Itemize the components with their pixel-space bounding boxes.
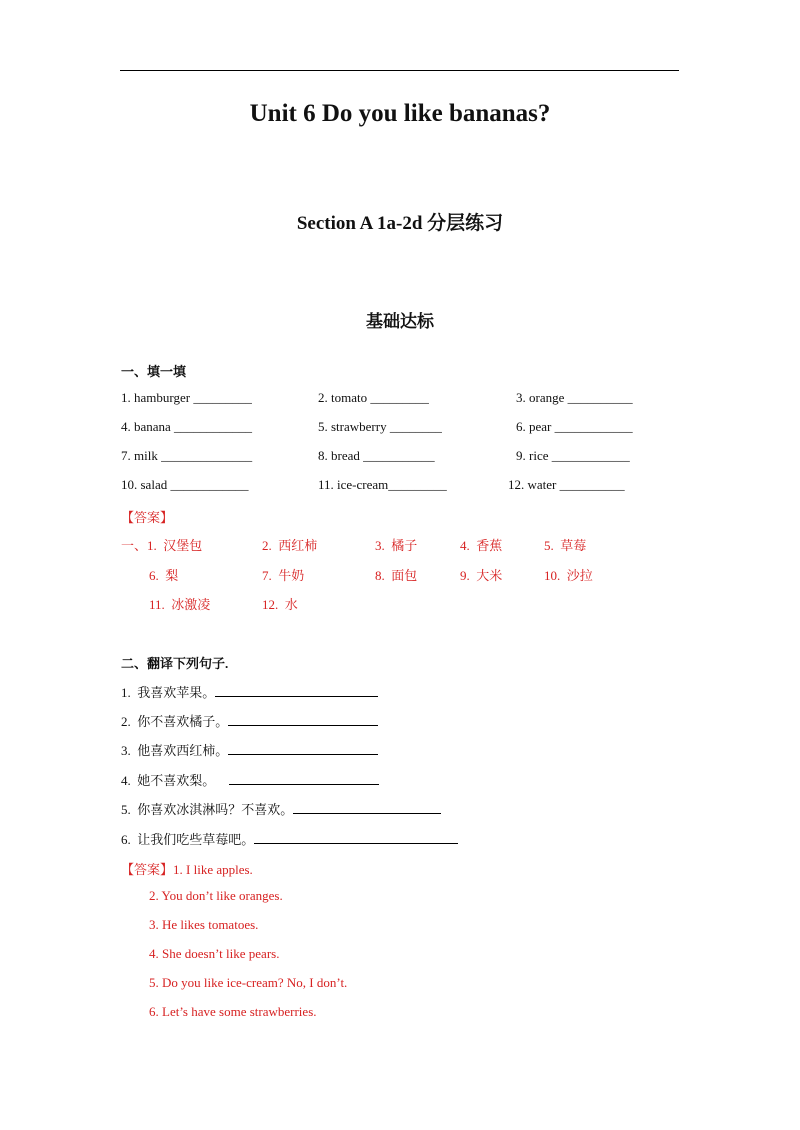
answer-item: 10. 沙拉 xyxy=(544,568,593,583)
fill-item: 4. banana ____________ xyxy=(121,419,253,434)
answer-label: 【答案】 xyxy=(121,862,174,877)
answer-item: 5. Do you like ice-cream? No, I don’t. xyxy=(149,975,348,990)
answer-item: 1. I like apples. xyxy=(173,862,253,877)
fill-item: 7. milk ______________ xyxy=(121,448,253,463)
section-subtitle: Section A 1a-2d 分层练习 xyxy=(296,213,504,234)
top-rule xyxy=(120,70,679,71)
answer-blank xyxy=(254,831,458,844)
answer-item: 6. Let’s have some strawberries. xyxy=(149,1004,317,1019)
answer-item: 4. 香蕉 xyxy=(460,538,503,553)
answer-item: 2. You don’t like oranges. xyxy=(149,888,283,903)
fill-item: 2. tomato _________ xyxy=(318,390,429,405)
translate-item: 3. 他喜欢西红柿。 xyxy=(121,740,378,759)
answer-item: 3. He likes tomatoes. xyxy=(149,917,259,932)
answer-item: 2. 西红柿 xyxy=(262,538,318,553)
fill-item: 12. water __________ xyxy=(508,477,625,492)
page-title: Unit 6 Do you like bananas? xyxy=(249,100,551,127)
fill-item: 5. strawberry ________ xyxy=(318,419,442,434)
translate-item: 4. 她不喜欢梨。 xyxy=(121,770,379,789)
answer-blank xyxy=(293,801,441,814)
level-heading: 基础达标 xyxy=(366,312,434,331)
answer-item: 7. 牛奶 xyxy=(262,568,305,583)
fill-item: 11. ice-cream_________ xyxy=(318,477,447,492)
fill-item: 6. pear ____________ xyxy=(516,419,633,434)
answer-item: 一、1. 汉堡包 xyxy=(121,538,203,553)
translate-item: 6. 让我们吃些草莓吧。 xyxy=(121,829,458,848)
answer-blank xyxy=(215,684,378,697)
answer-item: 12. 水 xyxy=(262,597,298,612)
translate-item: 1. 我喜欢苹果。 xyxy=(121,682,378,701)
answer-blank xyxy=(229,772,379,785)
part1-heading: 一、填一填 xyxy=(121,364,187,379)
answer-label: 【答案】 xyxy=(121,510,174,525)
answer-item: 9. 大米 xyxy=(460,568,503,583)
fill-item: 3. orange __________ xyxy=(516,390,633,405)
answer-item: 6. 梨 xyxy=(149,568,179,583)
fill-item: 1. hamburger _________ xyxy=(121,390,252,405)
part2-heading: 二、翻译下列句子. xyxy=(121,656,229,671)
fill-item: 8. bread ___________ xyxy=(318,448,435,463)
answer-item: 11. 冰激凌 xyxy=(149,597,211,612)
answer-item: 8. 面包 xyxy=(375,568,418,583)
fill-item: 9. rice ____________ xyxy=(516,448,630,463)
answer-line xyxy=(121,859,253,878)
answer-item: 4. She doesn’t like pears. xyxy=(149,946,280,961)
translate-item: 5. 你喜欢冰淇淋吗？不喜欢。 xyxy=(121,799,441,818)
translate-item: 2. 你不喜欢橘子。 xyxy=(121,711,378,730)
answer-item: 5. 草莓 xyxy=(544,538,587,553)
answer-blank xyxy=(228,713,378,726)
answer-item: 3. 橘子 xyxy=(375,538,418,553)
answer-blank xyxy=(228,742,378,755)
fill-item: 10. salad ____________ xyxy=(121,477,249,492)
